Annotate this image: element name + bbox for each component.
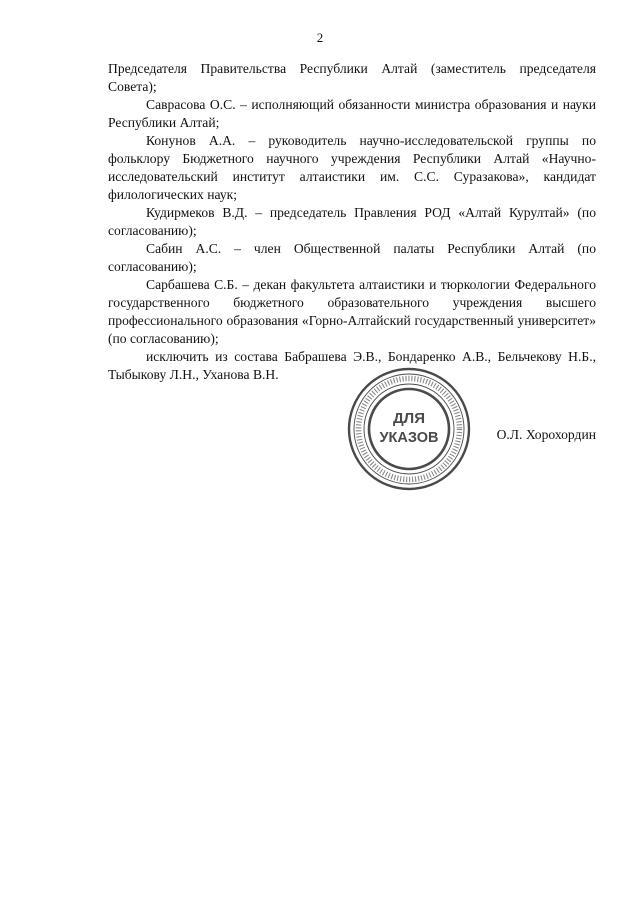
paragraph-sabin: Сабин А.С. – член Общественной палаты Республики Алтай (по согласованию); xyxy=(108,241,596,274)
stamp-seal-icon xyxy=(346,366,472,492)
paragraph-kudirmekov: Кудирмеков В.Д. – председатель Правления РОД «Алтай Курултай» (по согласованию); xyxy=(108,205,596,238)
paragraph-sarbasheva: Сарбашева С.Б. – декан факультета алтаистики и тюркологии Федерального государственного бюджетного образовательного учреждения высшего профессионального образования «Горно-Алтайский государственный университет» (по согласованию); xyxy=(108,277,596,346)
signature-name: О.Л. Хорохордин xyxy=(496,427,596,442)
paragraph-konunov: Конунов А.А. – руководитель научно-исследовательской группы по фольклору Бюджетного научного учреждения Республики Алтай «Научно-исследовательский институт алтаистики им. С.С. Суразакова», кандидат филологических наук; xyxy=(108,133,596,202)
paragraph-continuation: Председателя Правительства Республики Алтай (заместитель председателя Совета); xyxy=(108,61,596,94)
paragraph-exclusion: исключить из состава Бабрашева Э.В., Бондаренко А.В., Бельчекову Н.Б., Тыбыкову Л.Н., Уханова В.Н. xyxy=(108,349,596,382)
stamp-label-line1: ДЛЯ xyxy=(393,410,425,427)
stamp-label-line2: УКАЗОВ xyxy=(379,430,439,446)
official-stamp xyxy=(346,366,472,492)
document-body xyxy=(108,60,596,384)
paragraph-savrasova: Саврасова О.С. – исполняющий обязанности министра образования и науки Республики Алтай; xyxy=(108,97,596,130)
page-number: 2 xyxy=(316,30,324,45)
